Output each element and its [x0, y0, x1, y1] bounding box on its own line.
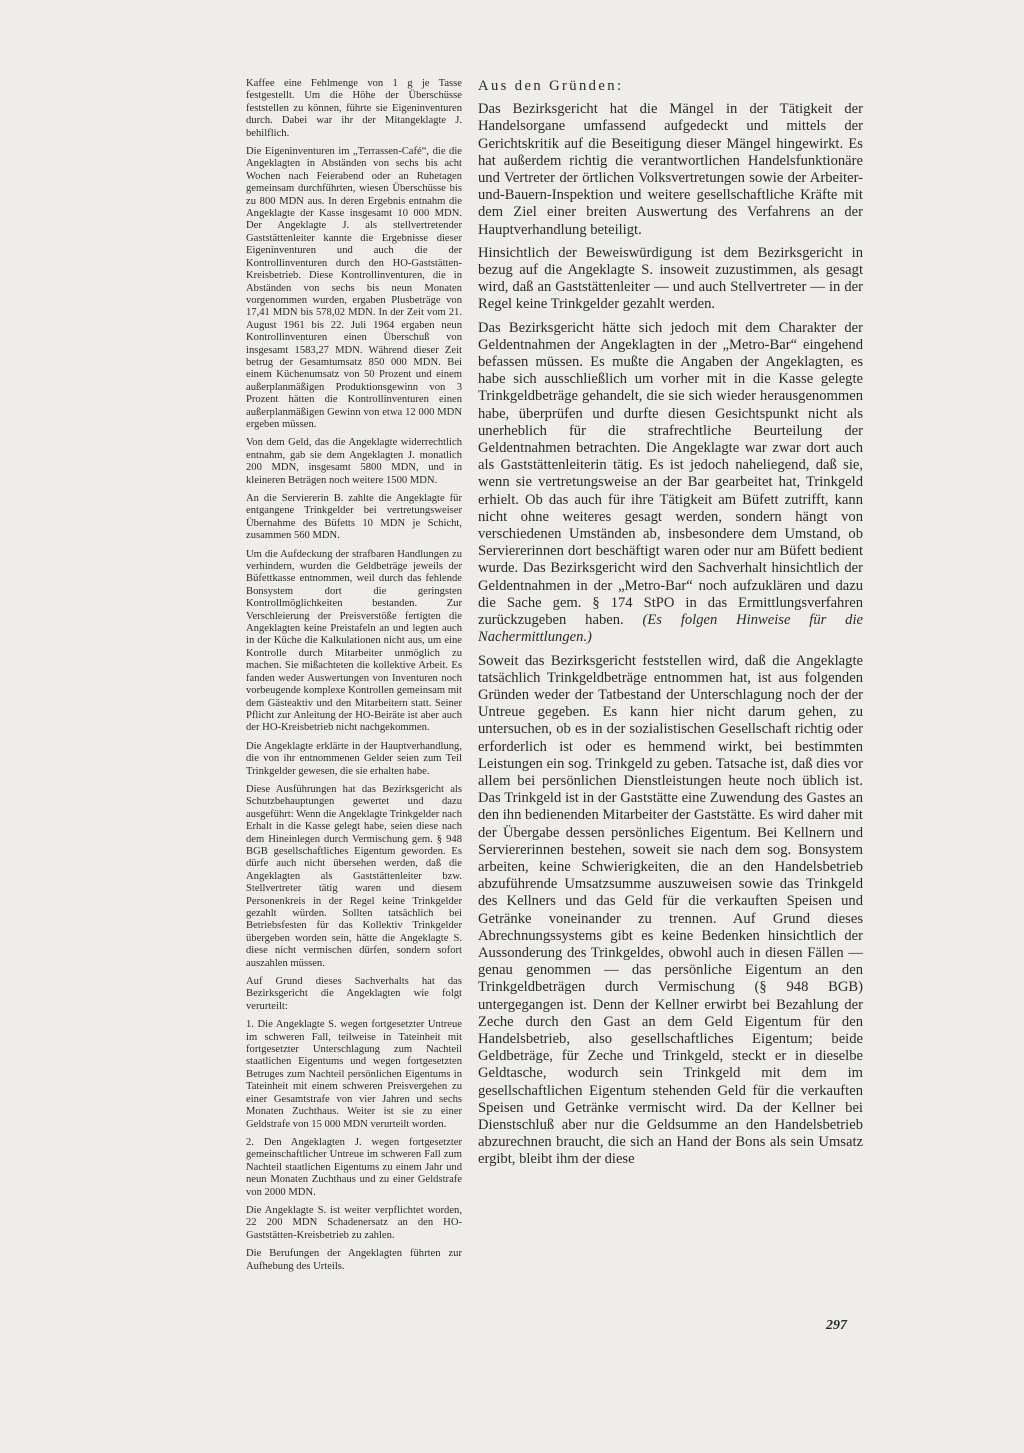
left-paragraph-3: Von dem Geld, das die Angeklagte widerrechtlich entnahm, gab sie dem Angeklagten J. monatlich 200 MDN, insgesamt 5800 MDN, und in kleineren Beträgen noch weitere 1500 MDN. — [246, 437, 462, 486]
right-paragraph-1: Das Bezirksgericht hat die Mängel in der Tätigkeit der Handelsorgane umfassend aufgedeckt und mittels der Gerichtskritik auf die Beseitigung dieser Mängel hingewirkt. Es hat außerdem richtig die verantwortlichen Handelsfunktionäre und Vertreter der örtlichen Volksvertretungen sowie der Arbeiter-und-Bauern-Inspektion und weitere gesellschaftliche Kräfte mit dem Ziel einer breiten Auswertung des Verfahrens an der Hauptverhandlung beteiligt. — [478, 101, 863, 238]
left-paragraph-12: Die Berufungen der Angeklagten führten zur Aufhebung des Urteils. — [246, 1248, 462, 1272]
right-paragraph-4: Soweit das Bezirksgericht feststellen wird, daß die Angeklagte tatsächlich Trinkgeldbeträge entnommen hat, ist aus folgenden Gründen weder der Tatbestand der Unterschlagung noch der der Untreue gegeben. Es kann hier nicht darum gehen, zu untersuchen, ob es in der sozialistischen Gesellschaft richtig oder erforderlich ist oder es hemmend wirkt, bei bestimmten Leistungen ein sog. Trinkgeld zu geben. Tatsache ist, daß dies vor allem bei persönlichen Dienstleistungen heute noch üblich ist. Das Trinkgeld ist in der Gaststätte eine Zuwendung des Gastes an den ihn bedienenden Mitarbeiter der Gaststätte. Es wird daher mit der Übergabe dessen persönliches Eigentum. Bei Kellnern und Serviererinnen bestehen, soweit sie nach dem sog. Bonsystem arbeiten, keine Schwierigkeiten, die an den Handelsbetrieb abzuführende Umsatzsumme auszuweisen sowie das Trinkgeld des Kellners und das Geld für die verkauften Speisen und Getränke voneinander zu trennen. Auf Grund dieses Abrechnungssystems gibt es keine Bedenken hinsichtlich der Aussonderung des Trinkgeldes, obwohl auch in diesen Fällen — genau genommen — das persönliche Eigentum an den Trinkgeldbeträgen durch Vermischung (§ 948 BGB) untergegangen ist. Denn der Kellner erwirbt bei Bezahlung der Zeche durch den Gast an dem Geld Eigentum für den Handelsbetrieb, also gesellschaftliches Eigentum; beide Geldbeträge, für Zeche und Trinkgeld, steckt er in dieselbe Geldtasche, wodurch sein Trinkgeld mit dem im gesellschaftlichen Eigentum stehenden Geld für die verkauften Speisen und Getränke vermischt wird. Da der Kellner bei Dienstschluß aber nur die Geldsumme an den Handelsbetrieb abzurechnen braucht, die sich an Hand der Bons als sein Umsatz ergibt, bleibt ihm der diese — [478, 652, 863, 1168]
left-column — [246, 78, 462, 1279]
left-paragraph-5: Um die Aufdeckung der strafbaren Handlungen zu verhindern, wurden die Geldbeträge jeweils der Büfettkasse entnommen, weil durch das fehlende Bonsystem dort die geringsten Kontrollmöglichkeiten bestanden. Zur Verschleierung der Preisverstöße fertigten die Angeklagten keine Preistafeln an und legten auch in der Küche die Kalkulationen nicht aus, um eine Kontrolle durch Mitarbeiter unmöglich zu machen. Sie mißachteten die kollektive Arbeit. Es fanden weder Auswertungen von Inventuren noch vorbeugende komplexe Kontrollen gemeinsam mit dem Gästeaktiv und den Mitarbeitern statt. Seiner Pflicht zur Anleitung der HO-Beiräte ist aber auch der HO-Kreisbetrieb nicht nachgekommen. — [246, 548, 462, 734]
left-paragraph-10: 2. Den Angeklagten J. wegen fortgesetzter gemeinschaftlicher Untreue im schweren Fall zum Nachteil staatlichen Eigentums zu einem Jahr und neun Monaten Zuchthaus und zu einer Geldstrafe von 2000 MDN. — [246, 1136, 462, 1198]
left-paragraph-6: Die Angeklagte erklärte in der Hauptverhandlung, die von ihr entnommenen Gelder seien zum Teil Trinkgelder gewesen, die sie erhalten habe. — [246, 740, 462, 777]
italic-note: (Es folgen Hinweise für die Nachermittlungen.) — [478, 612, 863, 646]
left-paragraph-2: Die Eigeninventuren im „Terrassen-Café“, die die Angeklagten in Abständen von sechs bis acht Wochen nach Feierabend oder an Ruhetagen gemeinsam durchführten, wiesen Überschüsse bis zu 800 MDN aus. In deren Ergebnis entnahm die Angeklagte der Kasse insgesamt 10 000 MDN. Der Angeklagte J. als stellvertretender Gaststättenleiter kannte die Ergebnisse dieser Eigeninventuren und auch die der Kontrollinventuren durch den HO-Gaststätten-Kreisbetrieb. Diese Kontrollinventuren, die in Abständen von sechs bis neun Monaten vorgenommen wurden, ergaben Plusbeträge von 17,41 MDN bis 578,02 MDN. In der Zeit vom 21. August 1961 bis 22. Juli 1964 ergaben neun Kontrollinventuren einen Überschuß von insgesamt 1583,27 MDN. Während dieser Zeit betrug der Gesamtumsatz 850 000 MDN. Bei einem Küchenumsatz von 50 Prozent und einem außerplanmäßigen Produktionsgewinn von 3 Prozent hätten die Kontrollinventuren einen außerplanmäßigen Gewinn von etwa 12 000 MDN ergeben müssen. — [246, 146, 462, 430]
right-paragraph-3-text: Das Bezirksgericht hätte sich jedoch mit dem Charakter der Geldentnahmen der Angeklagten in der „Metro-Bar“ eingehend befassen müssen. Es mußte die Angaben der Angeklagten, es habe sich ausschließlich um vorher mit in die Kasse gelegte Trinkgeldbeträge gehandelt, die sie sich wieder herausgenommen habe, überprüfen und durfte diesen Gesichtspunkt nicht als unerheblich für die strafrechtliche Beurteilung der Geldentnahmen betrachten. Die Angeklagte war zwar dort auch als Gaststättenleiterin tätig. Es ist jedoch naheliegend, daß sie, wenn sie vertretungsweise an der Bar gearbeitet hat, Trinkgeld erhielt. Ob das auch für ihre Tätigkeit am Büfett zutrifft, kann nicht ohne weiteres gesagt werden, sondern hängt von verschiedenen Umständen ab, insbesondere dem Umstand, ob Serviererinnen dort beschäftigt waren oder nur am Büfett bedient wurde. Das Bezirksgericht wird den Sachverhalt hinsichtlich der Geldentnahmen in der „Metro-Bar“ noch aufzuklären und dazu die Sache gem. § 174 StPO in das Ermittlungsverfahren zurückzugeben haben. — [478, 319, 863, 629]
left-paragraph-11: Die Angeklagte S. ist weiter verpflichtet worden, 22 200 MDN Schadenersatz an den HO-Gaststätten-Kreisbetrieb zu zahlen. — [246, 1204, 462, 1241]
right-paragraph-2: Hinsichtlich der Beweiswürdigung ist dem Bezirksgericht in bezug auf die Angeklagte S. insoweit zuzustimmen, als gesagt wird, daß an Gaststättenleiter — und auch Stellvertreter — in der Regel keine Trinkgelder gezahlt werden. — [478, 244, 863, 313]
left-paragraph-7: Diese Ausführungen hat das Bezirksgericht als Schutzbehauptungen gewertet und dazu ausgeführt: Wenn die Angeklagte Trinkgelder nach Erhalt in die Kasse gelegt habe, seien diese nach dem Hineinlegen durch Vermischung gem. § 948 BGB gesellschaftliches Eigentum geworden. Es dürfe auch nicht übersehen werden, daß die Angeklagten als Gaststättenleiter bzw. Stellvertreter tätig waren und diesem Personenkreis in der Regel keine Trinkgelder gezahlt würden. Sollten tatsächlich bei Betriebsfesten für das Kollektiv Trinkgelder übergeben worden sein, hätte die Angeklagte S. diese nicht vermischen dürfen, sondern sofort auszahlen müssen. — [246, 783, 462, 969]
page-number: 297 — [826, 1318, 847, 1333]
section-heading: Aus den Gründen: — [478, 78, 624, 94]
right-paragraph-3 — [478, 320, 863, 647]
left-paragraph-9: 1. Die Angeklagte S. wegen fortgesetzter Untreue im schweren Fall, teilweise in Tateinheit mit fortgesetzter Unterschlagung zum Nachteil staatlichen Eigentums und wegen fortgesetzten Betruges zum Nachteil persönlichen Eigentums in Tateinheit mit einem schweren Preisvergehen zu einer Gesamtstrafe von vier Jahren und sechs Monaten Zuchthaus. Weiter ist sie zu einer Geldstrafe von 15 000 MDN verurteilt worden. — [246, 1019, 462, 1130]
right-column — [478, 78, 863, 1175]
left-paragraph-1: Kaffee eine Fehlmenge von 1 g je Tasse festgestellt. Um die Höhe der Überschüsse feststellen zu können, führte sie Eigeninventuren durch. Dabei war ihr der Mitangeklagte J. behilflich. — [246, 78, 462, 139]
left-paragraph-8: Auf Grund dieses Sachverhalts hat das Bezirksgericht die Angeklagten wie folgt verurteilt: — [246, 976, 462, 1012]
left-paragraph-4: An die Serviererin B. zahlte die Angeklagte für entgangene Trinkgelder bei vertretungsweiser Übernahme des Büfetts 10 MDN je Schicht, zusammen 560 MDN. — [246, 493, 462, 542]
